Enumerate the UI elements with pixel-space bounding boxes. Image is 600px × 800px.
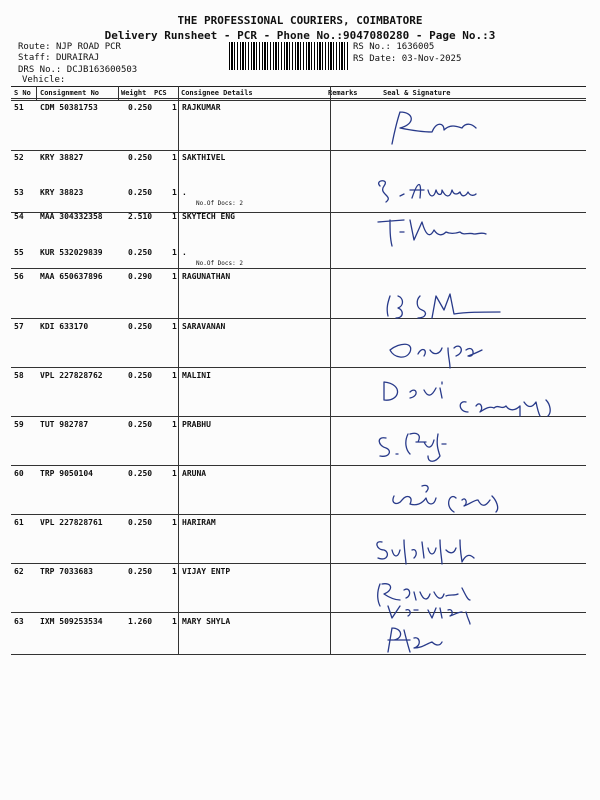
row-sno: 62 (14, 567, 24, 576)
row-pcs: 1 (172, 518, 177, 527)
row-pcs: 1 (172, 248, 177, 257)
row-sno: 54 (14, 212, 24, 221)
row-consignee: RAJKUMAR (182, 103, 221, 112)
row-consignment-no: MAA 650637896 (40, 272, 103, 281)
handwritten-signature (370, 104, 570, 148)
col-divider (178, 86, 179, 654)
row-consignee: . (182, 248, 187, 257)
row-weight: 0.250 (128, 371, 153, 380)
row-sno: 51 (14, 103, 24, 112)
row-weight: 0.250 (128, 248, 153, 257)
drs-value: DCJB163600503 (66, 65, 138, 75)
row-sno: 63 (14, 617, 24, 626)
row-consignee: ARUNA (182, 469, 207, 478)
row-consignment-no: TUT 982787 (40, 420, 89, 429)
row-consignee: . (182, 188, 187, 197)
row-weight: 0.250 (128, 188, 153, 197)
row-consignee: SKYTECH ENG (182, 212, 235, 221)
row-pcs: 1 (172, 371, 177, 380)
row-separator (11, 150, 586, 151)
row-sno: 61 (14, 518, 24, 527)
row-pcs: 1 (172, 272, 177, 281)
rs-no-line: RS No.: 1636005 (353, 42, 435, 52)
row-consignment-no: KRY 38823 (40, 188, 84, 197)
row-consignment-no: IXM 509253534 (40, 617, 103, 626)
rs-date-line: RS Date: 03-Nov-2025 (353, 54, 462, 64)
handwritten-signature (370, 530, 570, 574)
handwritten-signature (370, 172, 570, 216)
row-pcs: 1 (172, 103, 177, 112)
row-sno: 57 (14, 322, 24, 331)
row-pcs: 1 (172, 567, 177, 576)
table-header-border (11, 98, 586, 99)
row-pcs: 1 (172, 212, 177, 221)
handwritten-signature (370, 286, 570, 330)
row-sno: 60 (14, 469, 24, 478)
row-consignment-no: KRY 38827 (40, 153, 84, 162)
row-separator (11, 268, 586, 269)
row-consignment-no: MAA 304332358 (40, 212, 103, 221)
handwritten-signature (370, 618, 570, 662)
handwritten-signature (370, 424, 570, 468)
row-pcs: 1 (172, 617, 177, 626)
col-divider (36, 86, 37, 100)
handwritten-signature (370, 328, 570, 372)
row-consignment-no: VPL 227828761 (40, 518, 103, 527)
row-consignee: PRABHU (182, 420, 211, 429)
row-weight: 0.290 (128, 272, 153, 281)
barcode (229, 42, 349, 70)
row-consignment-no: CDM 50381753 (40, 103, 98, 112)
staff-line: Staff: DURAIRAJ (18, 53, 100, 63)
row-pcs: 1 (172, 469, 177, 478)
route-line: Route: NJP ROAD PCR (18, 42, 121, 52)
row-consignee: SARAVANAN (182, 322, 226, 331)
row-separator (11, 416, 586, 417)
row-docs-count: No.Of Docs: 2 (196, 200, 243, 207)
row-consignment-no: TRP 7033683 (40, 567, 93, 576)
row-sno: 58 (14, 371, 24, 380)
table-header-border-2 (11, 100, 586, 101)
row-pcs: 1 (172, 322, 177, 331)
row-consignment-no: KDI 633170 (40, 322, 89, 331)
col-divider (118, 86, 119, 100)
handwritten-signature (370, 478, 570, 522)
row-consignee: VIJAY ENTP (182, 567, 231, 576)
row-weight: 0.250 (128, 103, 153, 112)
row-pcs: 1 (172, 153, 177, 162)
row-consignee: RAGUNATHAN (182, 272, 231, 281)
row-consignment-no: VPL 227828762 (40, 371, 103, 380)
row-sno: 55 (14, 248, 24, 257)
row-pcs: 1 (172, 188, 177, 197)
col-sno: S No (14, 89, 31, 97)
col-weight: Weight (121, 89, 147, 97)
row-consignment-no: KUR 532029839 (40, 248, 103, 257)
row-weight: 0.250 (128, 322, 153, 331)
row-sno: 59 (14, 420, 24, 429)
row-pcs: 1 (172, 420, 177, 429)
row-weight: 0.250 (128, 469, 153, 478)
row-consignee: SAKTHIVEL (182, 153, 226, 162)
row-docs-count: No.Of Docs: 2 (196, 260, 243, 267)
col-divider (330, 86, 331, 654)
handwritten-signature (370, 372, 570, 416)
row-weight: 0.250 (128, 153, 153, 162)
row-consignee: MALINI (182, 371, 211, 380)
row-sno: 53 (14, 188, 24, 197)
row-consignee: MARY SHYLA (182, 617, 231, 626)
row-weight: 0.250 (128, 420, 153, 429)
row-weight: 2.510 (128, 212, 153, 221)
row-weight: 0.250 (128, 518, 153, 527)
col-consignee: Consignee Details (181, 89, 253, 97)
col-consignment: Consignment No (40, 89, 100, 97)
row-weight: 1.260 (128, 617, 153, 626)
row-consignee: HARIRAM (182, 518, 216, 527)
drs-line: DRS No.: DCJB163600503 (18, 65, 138, 75)
row-consignment-no: TRP 9050104 (40, 469, 93, 478)
vehicle-line: Vehicle: (22, 75, 66, 85)
row-weight: 0.250 (128, 567, 153, 576)
route-value: NJP ROAD PCR (55, 42, 121, 52)
row-sno: 52 (14, 153, 24, 162)
runsheet-subtitle: Delivery Runsheet - PCR - Phone No.:9047080280 - Page No.:3 (104, 29, 496, 42)
col-remarks: Remarks (328, 89, 358, 97)
handwritten-signature (370, 578, 570, 622)
company-title: THE PROFESSIONAL COURIERS, COIMBATORE (177, 14, 423, 27)
col-seal: Seal & Signature (383, 89, 451, 97)
staff-value: DURAIRAJ (55, 53, 100, 63)
col-pcs: PCS (154, 89, 167, 97)
table-top-border (11, 86, 586, 87)
handwritten-signature (370, 212, 570, 256)
row-sno: 56 (14, 272, 24, 281)
